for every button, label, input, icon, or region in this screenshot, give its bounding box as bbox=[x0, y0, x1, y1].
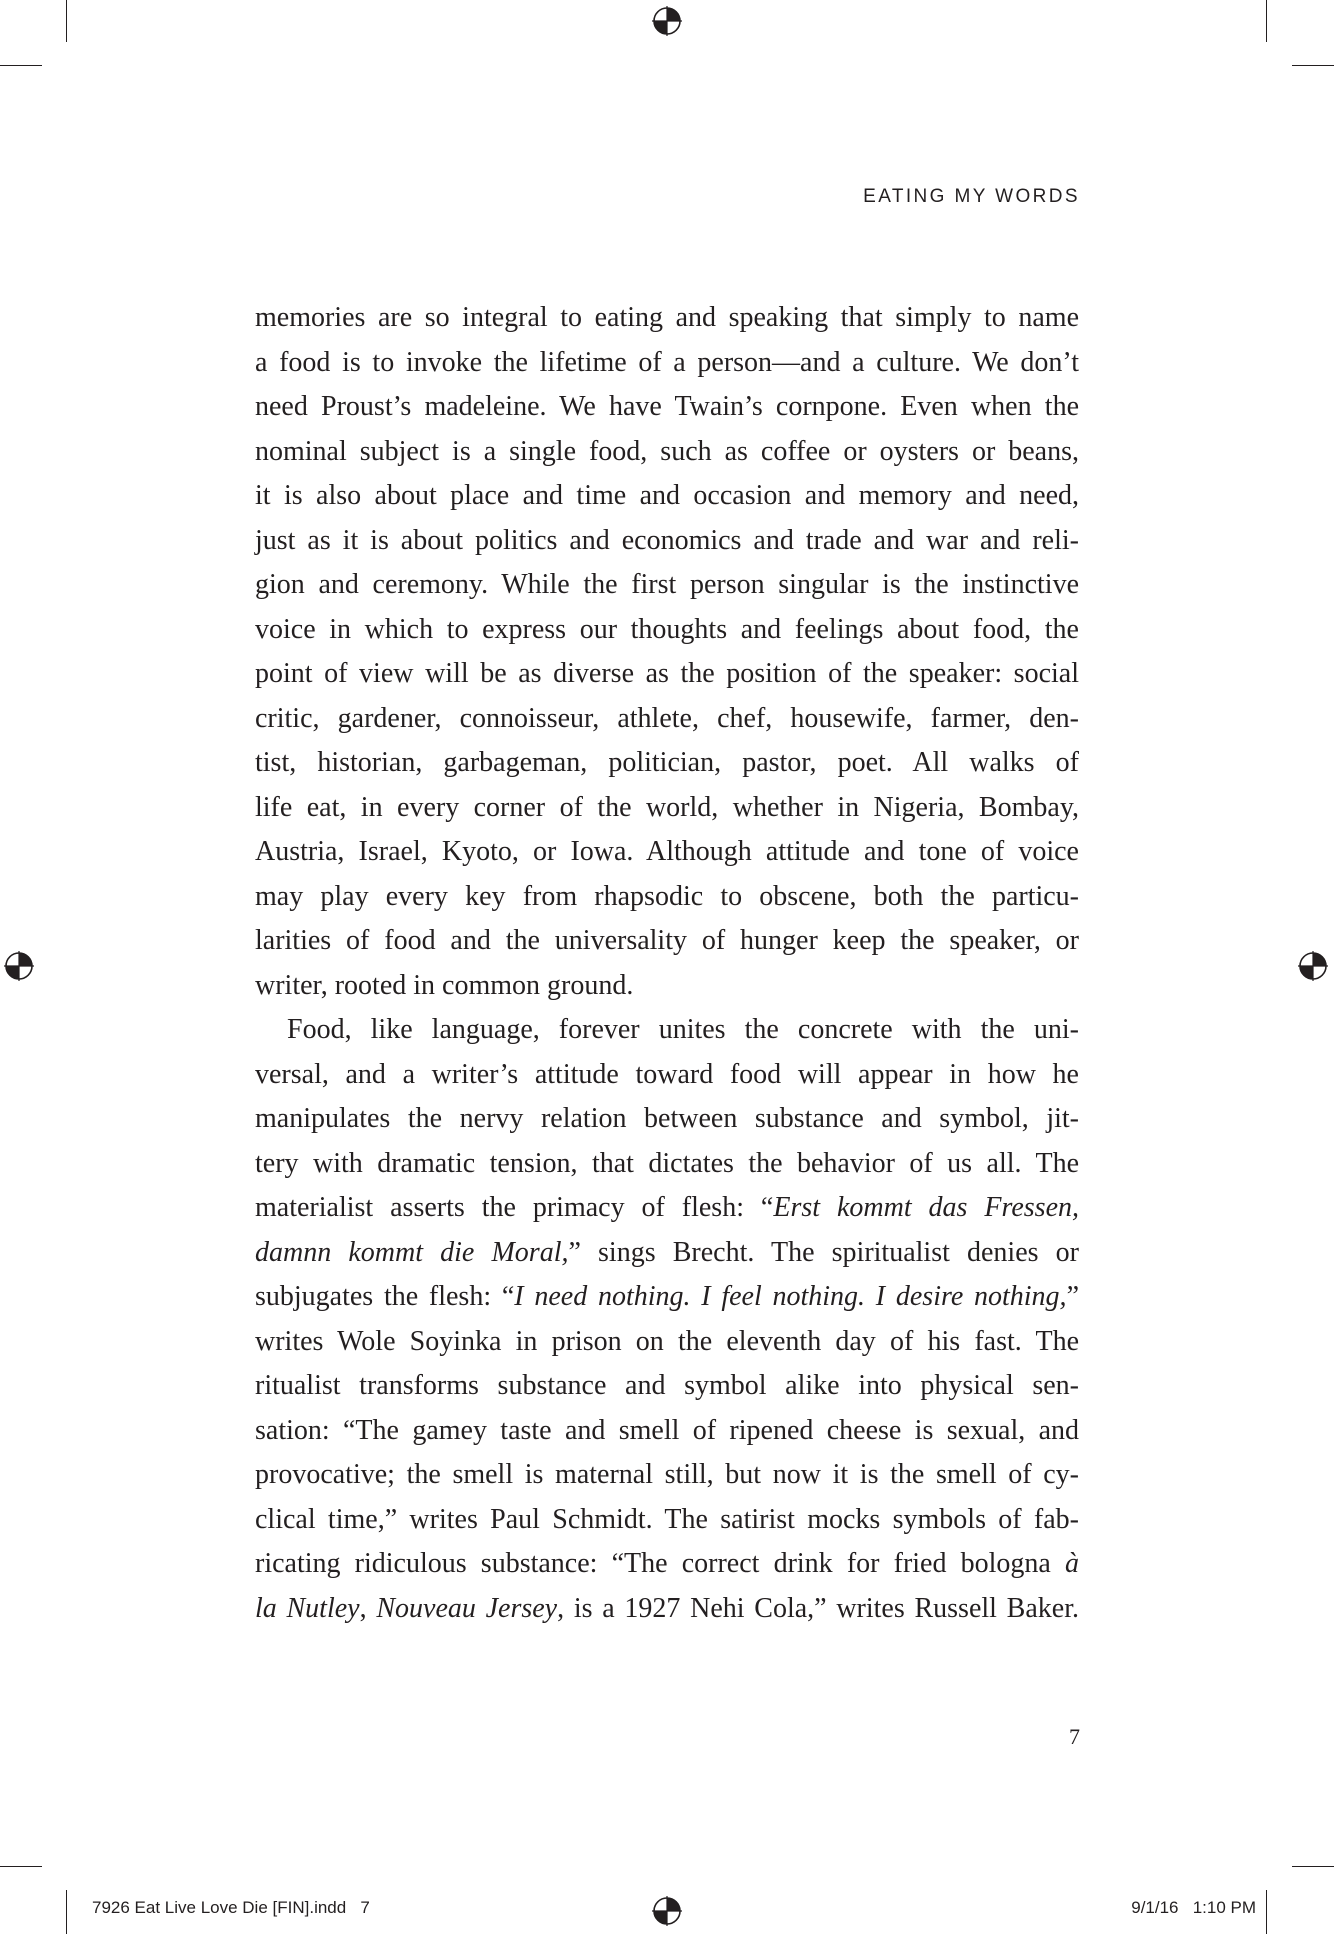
text-line: Food, like language, forever unites the concrete with the uni- bbox=[287, 1014, 1079, 1045]
crop-mark-top-right-v bbox=[1266, 0, 1267, 42]
slug-filename: 7926 Eat Live Love Die [FIN].indd 7 bbox=[92, 1898, 370, 1917]
registration-mark-icon bbox=[652, 6, 682, 36]
text-line: subjugates the flesh: “I need nothing. I feel nothing. I desire nothing,” bbox=[255, 1281, 1079, 1312]
text-line: gion and ceremony. While the first person singular is the instinctive bbox=[255, 569, 1079, 600]
text-line: tist, historian, garbageman, politician, pastor, poet. All walks of bbox=[255, 747, 1079, 778]
text-line: Austria, Israel, Kyoto, or Iowa. Although attitude and tone of voice bbox=[255, 836, 1079, 867]
text-line: just as it is about politics and economics and trade and war and reli- bbox=[255, 524, 1079, 556]
crop-mark-bottom-left-h bbox=[0, 1866, 42, 1867]
paragraph bbox=[255, 1008, 1079, 1631]
text-line: point of view will be as diverse as the position of the speaker: social bbox=[255, 658, 1079, 689]
text-line: clical time,” writes Paul Schmidt. The satirist mocks symbols of fab- bbox=[255, 1503, 1079, 1535]
slug-time: 1:10 PM bbox=[1192, 1898, 1256, 1917]
text-line: critic, gardener, connoisseur, athlete, chef, housewife, farmer, den- bbox=[255, 702, 1079, 734]
text-line: a food is to invoke the lifetime of a person—and a culture. We don’t bbox=[255, 346, 1079, 378]
text-line: may play every key from rhapsodic to obscene, both the particu- bbox=[255, 880, 1079, 912]
text-line: ritualist transforms substance and symbol alike into physical sen- bbox=[255, 1370, 1079, 1401]
text-line: nominal subject is a single food, such as coffee or oysters or beans, bbox=[255, 435, 1079, 467]
text-line: ricating ridiculous substance: “The correct drink for fried bologna à bbox=[255, 1548, 1079, 1579]
text-line: life eat, in every corner of the world, whether in Nigeria, Bombay, bbox=[255, 791, 1079, 823]
registration-mark-icon bbox=[1298, 951, 1328, 981]
text-line: voice in which to express our thoughts and feelings about food, the bbox=[255, 613, 1079, 645]
paragraph bbox=[255, 296, 1079, 1008]
crop-mark-bottom-right-h bbox=[1292, 1866, 1334, 1867]
text-line: la Nutley, Nouveau Jersey, is a 1927 Nehi Cola,” writes Russell Baker. bbox=[255, 1592, 1079, 1624]
text-line: tery with dramatic tension, that dictates the behavior of us all. The bbox=[255, 1147, 1079, 1179]
running-head: EATING MY WORDS bbox=[863, 186, 1080, 207]
text-line: need Proust’s madeleine. We have Twain’s cornpone. Even when the bbox=[255, 391, 1079, 422]
text-line: writes Wole Soyinka in prison on the eleventh day of his fast. The bbox=[255, 1325, 1079, 1357]
body-text bbox=[255, 296, 1079, 1631]
crop-mark-bottom-right-v bbox=[1266, 1890, 1267, 1934]
registration-mark-icon bbox=[4, 951, 34, 981]
text-line: materialist asserts the primacy of flesh: “Erst kommt das Fressen, bbox=[255, 1192, 1079, 1223]
registration-mark-icon bbox=[652, 1896, 682, 1926]
slug-timestamp bbox=[1131, 1898, 1256, 1918]
crop-mark-top-left-h bbox=[0, 65, 42, 66]
crop-mark-top-left-v bbox=[66, 0, 67, 42]
text-line: sation: “The gamey taste and smell of ripened cheese is sexual, and bbox=[255, 1414, 1079, 1446]
text-line: damnn kommt die Moral,” sings Brecht. The spiritualist denies or bbox=[255, 1236, 1079, 1268]
text-line: larities of food and the universality of hunger keep the speaker, or bbox=[255, 925, 1079, 956]
text-line: versal, and a writer’s attitude toward food will appear in how he bbox=[255, 1058, 1079, 1090]
text-line: provocative; the smell is maternal still, but now it is the smell of cy- bbox=[255, 1459, 1079, 1490]
slug-time-gap bbox=[1179, 1898, 1193, 1917]
text-line: writer, rooted in common ground. bbox=[255, 969, 634, 1001]
page-number: 7 bbox=[1069, 1724, 1080, 1749]
text-line: it is also about place and time and occasion and memory and need, bbox=[255, 480, 1079, 511]
text-line: manipulates the nervy relation between substance and symbol, jit- bbox=[255, 1103, 1079, 1134]
crop-mark-top-right-h bbox=[1292, 65, 1334, 66]
crop-mark-bottom-left-v bbox=[66, 1890, 67, 1934]
text-line: memories are so integral to eating and speaking that simply to name bbox=[255, 302, 1079, 333]
slug-date: 9/1/16 bbox=[1131, 1898, 1179, 1917]
